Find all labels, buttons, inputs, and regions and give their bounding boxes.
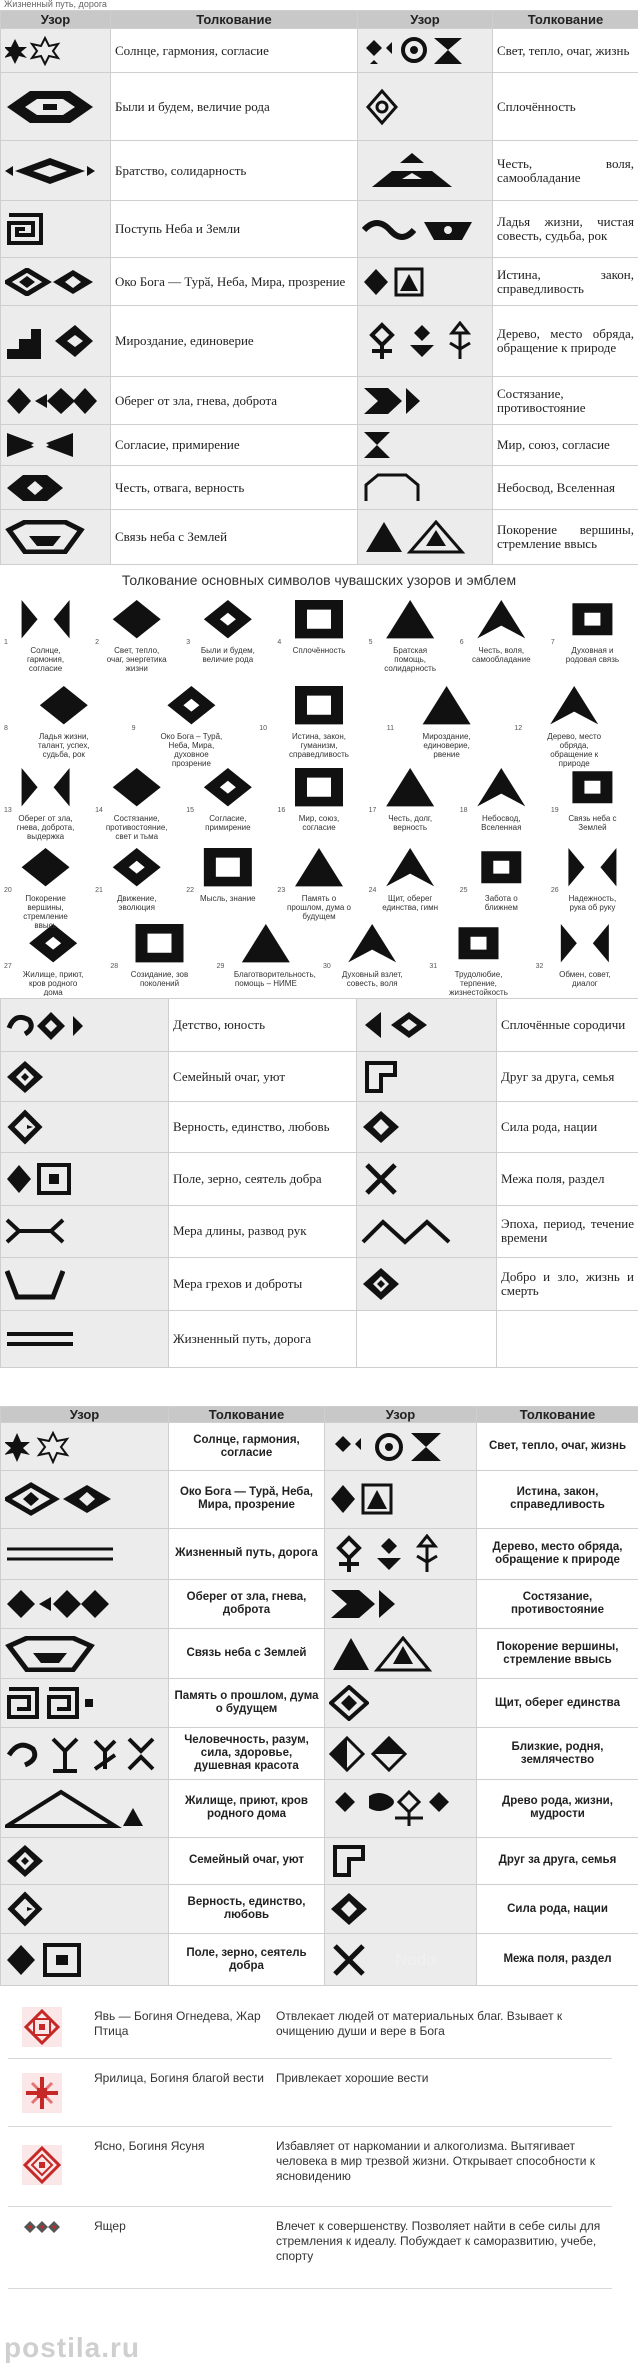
panel-title: Толкование основных символов чувашских узоров и эмблем bbox=[121, 572, 517, 588]
symbol-name: Ящер bbox=[94, 2219, 126, 2233]
panel-glyph-label: Связь неба с Землей bbox=[568, 814, 617, 832]
symbol-description: Избавляет от наркомании и алкоголизма. Вытягивает человека в мир трезвой жизни. Открывает способности к ясновидению bbox=[276, 2139, 596, 2183]
list-item bbox=[8, 2127, 612, 2207]
sun-ornament-icon bbox=[5, 36, 65, 66]
panel-glyph-number: 19 bbox=[550, 807, 559, 814]
symbol-name: Явь — Богиня Огнедева, Жар Птица bbox=[94, 2009, 261, 2038]
panel-glyph-label: Движение, эволюция bbox=[116, 894, 157, 912]
symbols-table-1 bbox=[0, 0, 638, 565]
panel-glyph-icon bbox=[295, 600, 343, 638]
table-row: Мера длины, развод рук Эпоха, период, течение времени bbox=[1, 1205, 638, 1258]
clarity-symbol-icon bbox=[22, 2145, 62, 2185]
panel-glyph-label: Щит, оберег единства, гимн bbox=[382, 894, 439, 912]
panel-glyph-number: 31 bbox=[429, 963, 438, 970]
panel-glyph-icon bbox=[477, 768, 525, 806]
panel-glyph-number: 23 bbox=[277, 887, 286, 894]
panel-glyph-icon bbox=[204, 600, 252, 638]
table-row: Жилище, приют, кров родного дома Древо рода, жизни, мудрости bbox=[1, 1779, 638, 1837]
watermark-text: Nado bbox=[395, 1950, 436, 1970]
brotherhood-ornament-icon bbox=[5, 156, 95, 186]
panel-glyph-label: Были и будем, величие рода bbox=[200, 646, 255, 664]
accord-ornament-icon bbox=[5, 431, 75, 459]
table-row: Мера грехов и доброты Добро и зло, жизнь и смерть bbox=[1, 1258, 638, 1311]
panel-glyph-number: 14 bbox=[95, 807, 103, 814]
panel-glyph-icon bbox=[572, 603, 612, 635]
table-row: Были и будем, величие рода Сплочённость bbox=[1, 72, 638, 141]
panel-glyph-label: Мысль, знание bbox=[200, 894, 256, 903]
panel-glyph-number: 17 bbox=[368, 807, 377, 814]
symbols-panel bbox=[0, 566, 638, 996]
panel-glyph-label: Мир, союз, согласие bbox=[298, 814, 340, 832]
panel-glyph-icon bbox=[386, 600, 434, 638]
symbol-name: Ясно, Богиня Ясуня bbox=[94, 2139, 205, 2153]
panel-glyph-number: 5 bbox=[368, 639, 373, 646]
panel-glyph-number: 2 bbox=[95, 639, 100, 646]
panel-glyph-label: Оберег от зла, гнева, доброта, выдержка bbox=[16, 814, 75, 841]
light-ornament-icon bbox=[362, 36, 472, 66]
table-row: Детство, юность Сплочённые сородичи bbox=[1, 999, 638, 1052]
sky-earth-ornament-icon bbox=[5, 1636, 95, 1672]
panel-glyph-label: Состязание, противостояние, свет и тьма bbox=[105, 814, 168, 841]
panel-glyph-label: Созидание, зов поколений bbox=[130, 970, 189, 988]
panel-glyph-number: 1 bbox=[4, 639, 8, 646]
list-item bbox=[8, 2059, 612, 2127]
panel-glyph-label: Небосвод, Вселенная bbox=[481, 814, 522, 832]
col-pattern: Узор bbox=[1, 11, 111, 29]
table-row: Оберег от зла, гнева, доброта Состязание, противостояние bbox=[1, 1580, 638, 1629]
epoch-ornament-icon bbox=[361, 1216, 451, 1246]
table-row: Солнце, гармония, согласие Свет, тепло, очаг, жизнь bbox=[1, 29, 638, 72]
table-row: Поле, зерно, сеятель добра Межа поля, раздел bbox=[1, 1152, 638, 1205]
shield-ornament-icon bbox=[329, 1685, 369, 1721]
family-ornament-icon bbox=[361, 1059, 401, 1095]
col-meaning: Толкование bbox=[493, 11, 638, 29]
childhood-ornament-icon bbox=[5, 1008, 85, 1042]
boat-ornament-icon bbox=[362, 214, 482, 244]
truth-ornament-icon bbox=[329, 1482, 409, 1516]
panel-glyph-number: 10 bbox=[259, 725, 267, 732]
panel-glyph-label: Духовный взлет, совесть, воля bbox=[341, 970, 403, 988]
panel-glyph-icon bbox=[22, 848, 70, 886]
panel-glyph-icon bbox=[423, 686, 471, 724]
firebird-symbol-icon bbox=[22, 2007, 62, 2047]
sins-measure-ornament-icon bbox=[5, 1267, 65, 1301]
panel-glyph-number: 27 bbox=[4, 963, 12, 970]
peace-ornament-icon bbox=[362, 430, 392, 460]
panel-glyph-icon bbox=[22, 768, 70, 806]
life-path-ornament-icon bbox=[5, 1324, 75, 1354]
family-tree-ornament-icon bbox=[329, 1788, 459, 1828]
panel-glyph-icon bbox=[295, 686, 343, 724]
panel-glyph-number: 9 bbox=[131, 725, 136, 732]
panel-glyph-number: 18 bbox=[459, 807, 468, 814]
site-watermark: postila.ru bbox=[4, 2332, 141, 2363]
honor-ornament-icon bbox=[362, 151, 462, 191]
panel-glyph-number: 20 bbox=[4, 887, 12, 894]
table-row: Око Бога — Турӑ, Неба, Мира, прозрение Истина, закон, справедливость bbox=[1, 258, 638, 306]
table-row: Честь, отвага, верность Небосвод, Вселенная bbox=[1, 466, 638, 509]
panel-glyph-icon bbox=[167, 686, 215, 724]
summit-ornament-icon bbox=[329, 1636, 439, 1672]
symbols-table-3 bbox=[0, 998, 638, 1388]
eye-of-god-icon bbox=[5, 268, 95, 296]
panel-glyph-icon bbox=[113, 848, 161, 886]
panel-glyph-number: 12 bbox=[514, 725, 523, 732]
universe-ornament-icon bbox=[5, 321, 95, 361]
panel-glyph-icon bbox=[295, 768, 343, 806]
table-row: Память о прошлом, дума о будущем Щит, оберег единства bbox=[1, 1678, 638, 1727]
panel-glyph-icon bbox=[295, 848, 343, 886]
panel-glyph-number: 29 bbox=[216, 963, 225, 970]
panel-glyph-number: 13 bbox=[4, 807, 12, 814]
panel-glyph-icon bbox=[204, 768, 252, 806]
col-meaning: Толкование bbox=[111, 11, 358, 29]
panel-glyph-number: 11 bbox=[386, 725, 395, 732]
meander-ornament-icon bbox=[5, 211, 45, 247]
table-row: Связь неба с Землей Покорение вершины, стремление ввысь bbox=[1, 1629, 638, 1678]
panel-glyph-icon bbox=[477, 600, 525, 638]
panel-glyph-label: Истина, закон, гуманизм, справедливость bbox=[289, 732, 349, 759]
panel-glyph-label: Око Бога – Турӑ, Неба, Мира, духовное прозрение bbox=[160, 732, 223, 768]
summit-ornament-icon bbox=[362, 520, 472, 554]
panel-glyph-label: Забота о ближнем bbox=[484, 894, 518, 912]
panel-glyph-label: Трудолюбие, терпение, жизнестойкость bbox=[449, 970, 508, 996]
panel-glyph-label: Духовная и родовая связь bbox=[565, 646, 620, 664]
lizard-symbol-icon bbox=[22, 2217, 62, 2237]
amulet-ornament-icon bbox=[5, 1587, 115, 1621]
dwelling-ornament-icon bbox=[5, 1788, 145, 1828]
kin-ornament-icon bbox=[361, 1008, 441, 1042]
table-row: Мироздание, единоверие Дерево, место обряда, обращение к природе bbox=[1, 306, 638, 377]
panel-glyph-icon bbox=[550, 686, 598, 724]
panel-glyph-label: Память о прошлом, дума о будущем bbox=[287, 894, 351, 921]
panel-glyph-number: 6 bbox=[459, 639, 464, 646]
symbols-table-4 bbox=[0, 1406, 638, 1991]
life-path-ornament-icon bbox=[5, 1539, 115, 1569]
loyalty-ornament-icon bbox=[5, 1891, 45, 1927]
good-evil-ornament-icon bbox=[361, 1266, 401, 1302]
family-ornament-icon bbox=[329, 1843, 369, 1879]
table-row: Семейный очаг, уют Друг за друга, семья bbox=[1, 1837, 638, 1884]
panel-glyph-label: Согласие, примирение bbox=[205, 814, 251, 832]
hearth-ornament-icon bbox=[5, 1059, 45, 1095]
panel-glyph-icon bbox=[386, 848, 434, 886]
table-row: Поле, зерно, сеятель добра Nado Межа поля, раздел bbox=[1, 1934, 638, 1986]
panel-glyph-number: 22 bbox=[186, 887, 195, 894]
truth-ornament-icon bbox=[362, 267, 442, 297]
panel-glyph-icon bbox=[22, 600, 70, 638]
unity-ornament-icon bbox=[362, 87, 402, 127]
panel-glyph-label: Обмен, совет, диалог bbox=[559, 970, 611, 988]
col-pattern: Узор bbox=[358, 11, 493, 29]
firmament-ornament-icon bbox=[362, 473, 422, 503]
table-row: Солнце, гармония, согласие Свет, тепло, очаг, жизнь bbox=[1, 1423, 638, 1470]
measure-ornament-icon bbox=[5, 1216, 65, 1246]
table-row: Согласие, примирение Мир, союз, согласие bbox=[1, 425, 638, 466]
panel-glyph-label: Жилище, приют, кров родного дома bbox=[22, 970, 84, 996]
symbol-description: Влечет к совершенству. Позволяет найти в себе силы для стремления к идеалу. Побуждает к саморазвитию, учебе, спорту bbox=[276, 2219, 601, 2263]
lineage-ornament-icon bbox=[5, 87, 95, 127]
nation-ornament-icon bbox=[329, 1891, 369, 1927]
humanity-ornament-icon bbox=[5, 1735, 155, 1773]
table-row: Поступь Неба и Земли Ладья жизни, чистая совесть, судьба, рок bbox=[1, 200, 638, 257]
panel-glyph-icon bbox=[204, 848, 252, 886]
table-row: Оберег от зла, гнева, доброта Состязание, противостояние bbox=[1, 377, 638, 425]
light-ornament-icon bbox=[329, 1430, 449, 1464]
panel-glyph-number: 24 bbox=[368, 887, 377, 894]
table-row: Братство, солидарность Честь, воля, самообладание bbox=[1, 141, 638, 201]
panel-glyph-label: Братская помощь, солидарность bbox=[384, 646, 437, 673]
panel-glyph-number: 26 bbox=[550, 887, 559, 894]
top-caption: Жизненный путь, дорога bbox=[4, 0, 107, 9]
amulet-ornament-icon bbox=[5, 386, 105, 416]
list-item bbox=[8, 2207, 612, 2289]
field-ornament-icon bbox=[5, 1161, 75, 1197]
panel-glyph-icon bbox=[113, 768, 161, 806]
sky-earth-ornament-icon bbox=[5, 520, 85, 554]
table-row: Семейный очаг, уют Друг за друга, семья bbox=[1, 1051, 638, 1102]
contest-ornament-icon bbox=[329, 1587, 399, 1621]
table-row: Связь неба с Землей Покорение вершины, стремление ввысь bbox=[1, 509, 638, 564]
col-pattern: Узор bbox=[325, 1407, 477, 1423]
panel-glyph-icon bbox=[113, 600, 161, 638]
panel-glyph-icon bbox=[40, 686, 88, 724]
table-header bbox=[1, 1407, 638, 1423]
table-row: Жизненный путь, дорога bbox=[1, 1311, 638, 1368]
panel-glyph-number: 21 bbox=[95, 887, 103, 894]
panel-glyph-number: 25 bbox=[459, 887, 468, 894]
field-ornament-icon bbox=[5, 1941, 85, 1979]
panel-glyph-number: 30 bbox=[323, 963, 331, 970]
table-row: Жизненный путь, дорога Дерево, место обряда, обращение к природе bbox=[1, 1528, 638, 1580]
panel-glyphs bbox=[0, 566, 638, 996]
col-meaning: Толкование bbox=[477, 1407, 638, 1423]
panel-glyph-icon bbox=[242, 924, 290, 962]
symbol-description: Привлекает хорошие вести bbox=[276, 2071, 429, 2085]
panel-glyph-number: 28 bbox=[110, 963, 119, 970]
panel-glyph-label: Свет, тепло, очаг, энергетика жизни bbox=[106, 646, 167, 673]
boundary-ornament-icon bbox=[361, 1161, 401, 1197]
panel-glyph-number: 32 bbox=[535, 963, 544, 970]
panel-glyph-label: Надежность, рука об руку bbox=[568, 894, 617, 912]
panel-glyph-label: Благотворительность, помощь – НИМЕ bbox=[233, 970, 316, 988]
tree-ornament-icon bbox=[329, 1534, 449, 1574]
panel-glyph-number: 4 bbox=[277, 639, 282, 646]
table-row: Верность, единство, любовь Сила рода, нации bbox=[1, 1102, 638, 1153]
sun-ornament-icon bbox=[5, 1430, 75, 1464]
panel-glyph-icon bbox=[459, 927, 499, 959]
table-row: Око Бога — Турӑ, Неба, Мира, прозрение Истина, закон, справедливость bbox=[1, 1470, 638, 1528]
panel-glyph-label: Ладья жизни, талант, успех, судьба, рок bbox=[38, 732, 90, 759]
panel-glyph-label: Мироздание, единоверие, рвение bbox=[422, 732, 471, 759]
panel-glyph-number: 8 bbox=[4, 725, 8, 732]
loyalty-ornament-icon bbox=[5, 1109, 45, 1145]
table-row: Верность, единство, любовь Сила рода, нации bbox=[1, 1884, 638, 1933]
panel-glyph-icon bbox=[386, 768, 434, 806]
panel-glyph-label: Честь, долг, верность bbox=[388, 814, 433, 832]
panel-glyph-icon bbox=[568, 848, 616, 886]
col-meaning: Толкование bbox=[169, 1407, 325, 1423]
list-item bbox=[8, 1995, 612, 2059]
hearth-ornament-icon bbox=[5, 1843, 45, 1879]
boundary-ornament-icon bbox=[329, 1942, 369, 1978]
slavic-symbols-list bbox=[0, 1995, 638, 2335]
memory-ornament-icon bbox=[5, 1685, 105, 1721]
panel-glyph-icon bbox=[561, 924, 609, 962]
table-header bbox=[1, 11, 638, 29]
panel-glyph-icon bbox=[136, 924, 184, 962]
col-pattern: Узор bbox=[1, 1407, 169, 1423]
tree-ornament-icon bbox=[362, 321, 482, 361]
panel-glyph-number: 7 bbox=[550, 639, 555, 646]
panel-glyph-label: Сплочённость bbox=[292, 646, 346, 655]
symbol-name: Ярилица, Богиня благой вести bbox=[94, 2071, 264, 2085]
table-row: Человечность, разум, сила, здоровье, душевная красота Близкие, родня, землячество bbox=[1, 1728, 638, 1780]
panel-glyph-icon bbox=[348, 924, 396, 962]
panel-glyph-number: 16 bbox=[277, 807, 286, 814]
panel-glyph-label: Честь, воля, самообладание bbox=[471, 646, 531, 664]
panel-glyph-label: Солнце, гармония, согласие bbox=[27, 646, 65, 673]
panel-glyph-label: Дерево, место обряда, обращение к природе bbox=[547, 732, 602, 768]
contest-ornament-icon bbox=[362, 386, 422, 416]
valor-ornament-icon bbox=[5, 473, 65, 503]
panel-glyph-icon bbox=[572, 771, 612, 803]
eye-of-god-icon bbox=[5, 1482, 115, 1516]
panel-glyph-number: 15 bbox=[186, 807, 195, 814]
symbol-description: Отвлекает людей от материальных благ. Взывает к очищению души и вере в Бога bbox=[276, 2009, 563, 2038]
panel-glyph-label: Покорение вершины, стремление ввысь bbox=[23, 894, 68, 930]
good-news-symbol-icon bbox=[22, 2073, 62, 2113]
nation-ornament-icon bbox=[361, 1109, 401, 1145]
kinship-ornament-icon bbox=[329, 1736, 409, 1772]
panel-glyph-number: 3 bbox=[186, 639, 191, 646]
panel-glyph-icon bbox=[481, 851, 521, 883]
